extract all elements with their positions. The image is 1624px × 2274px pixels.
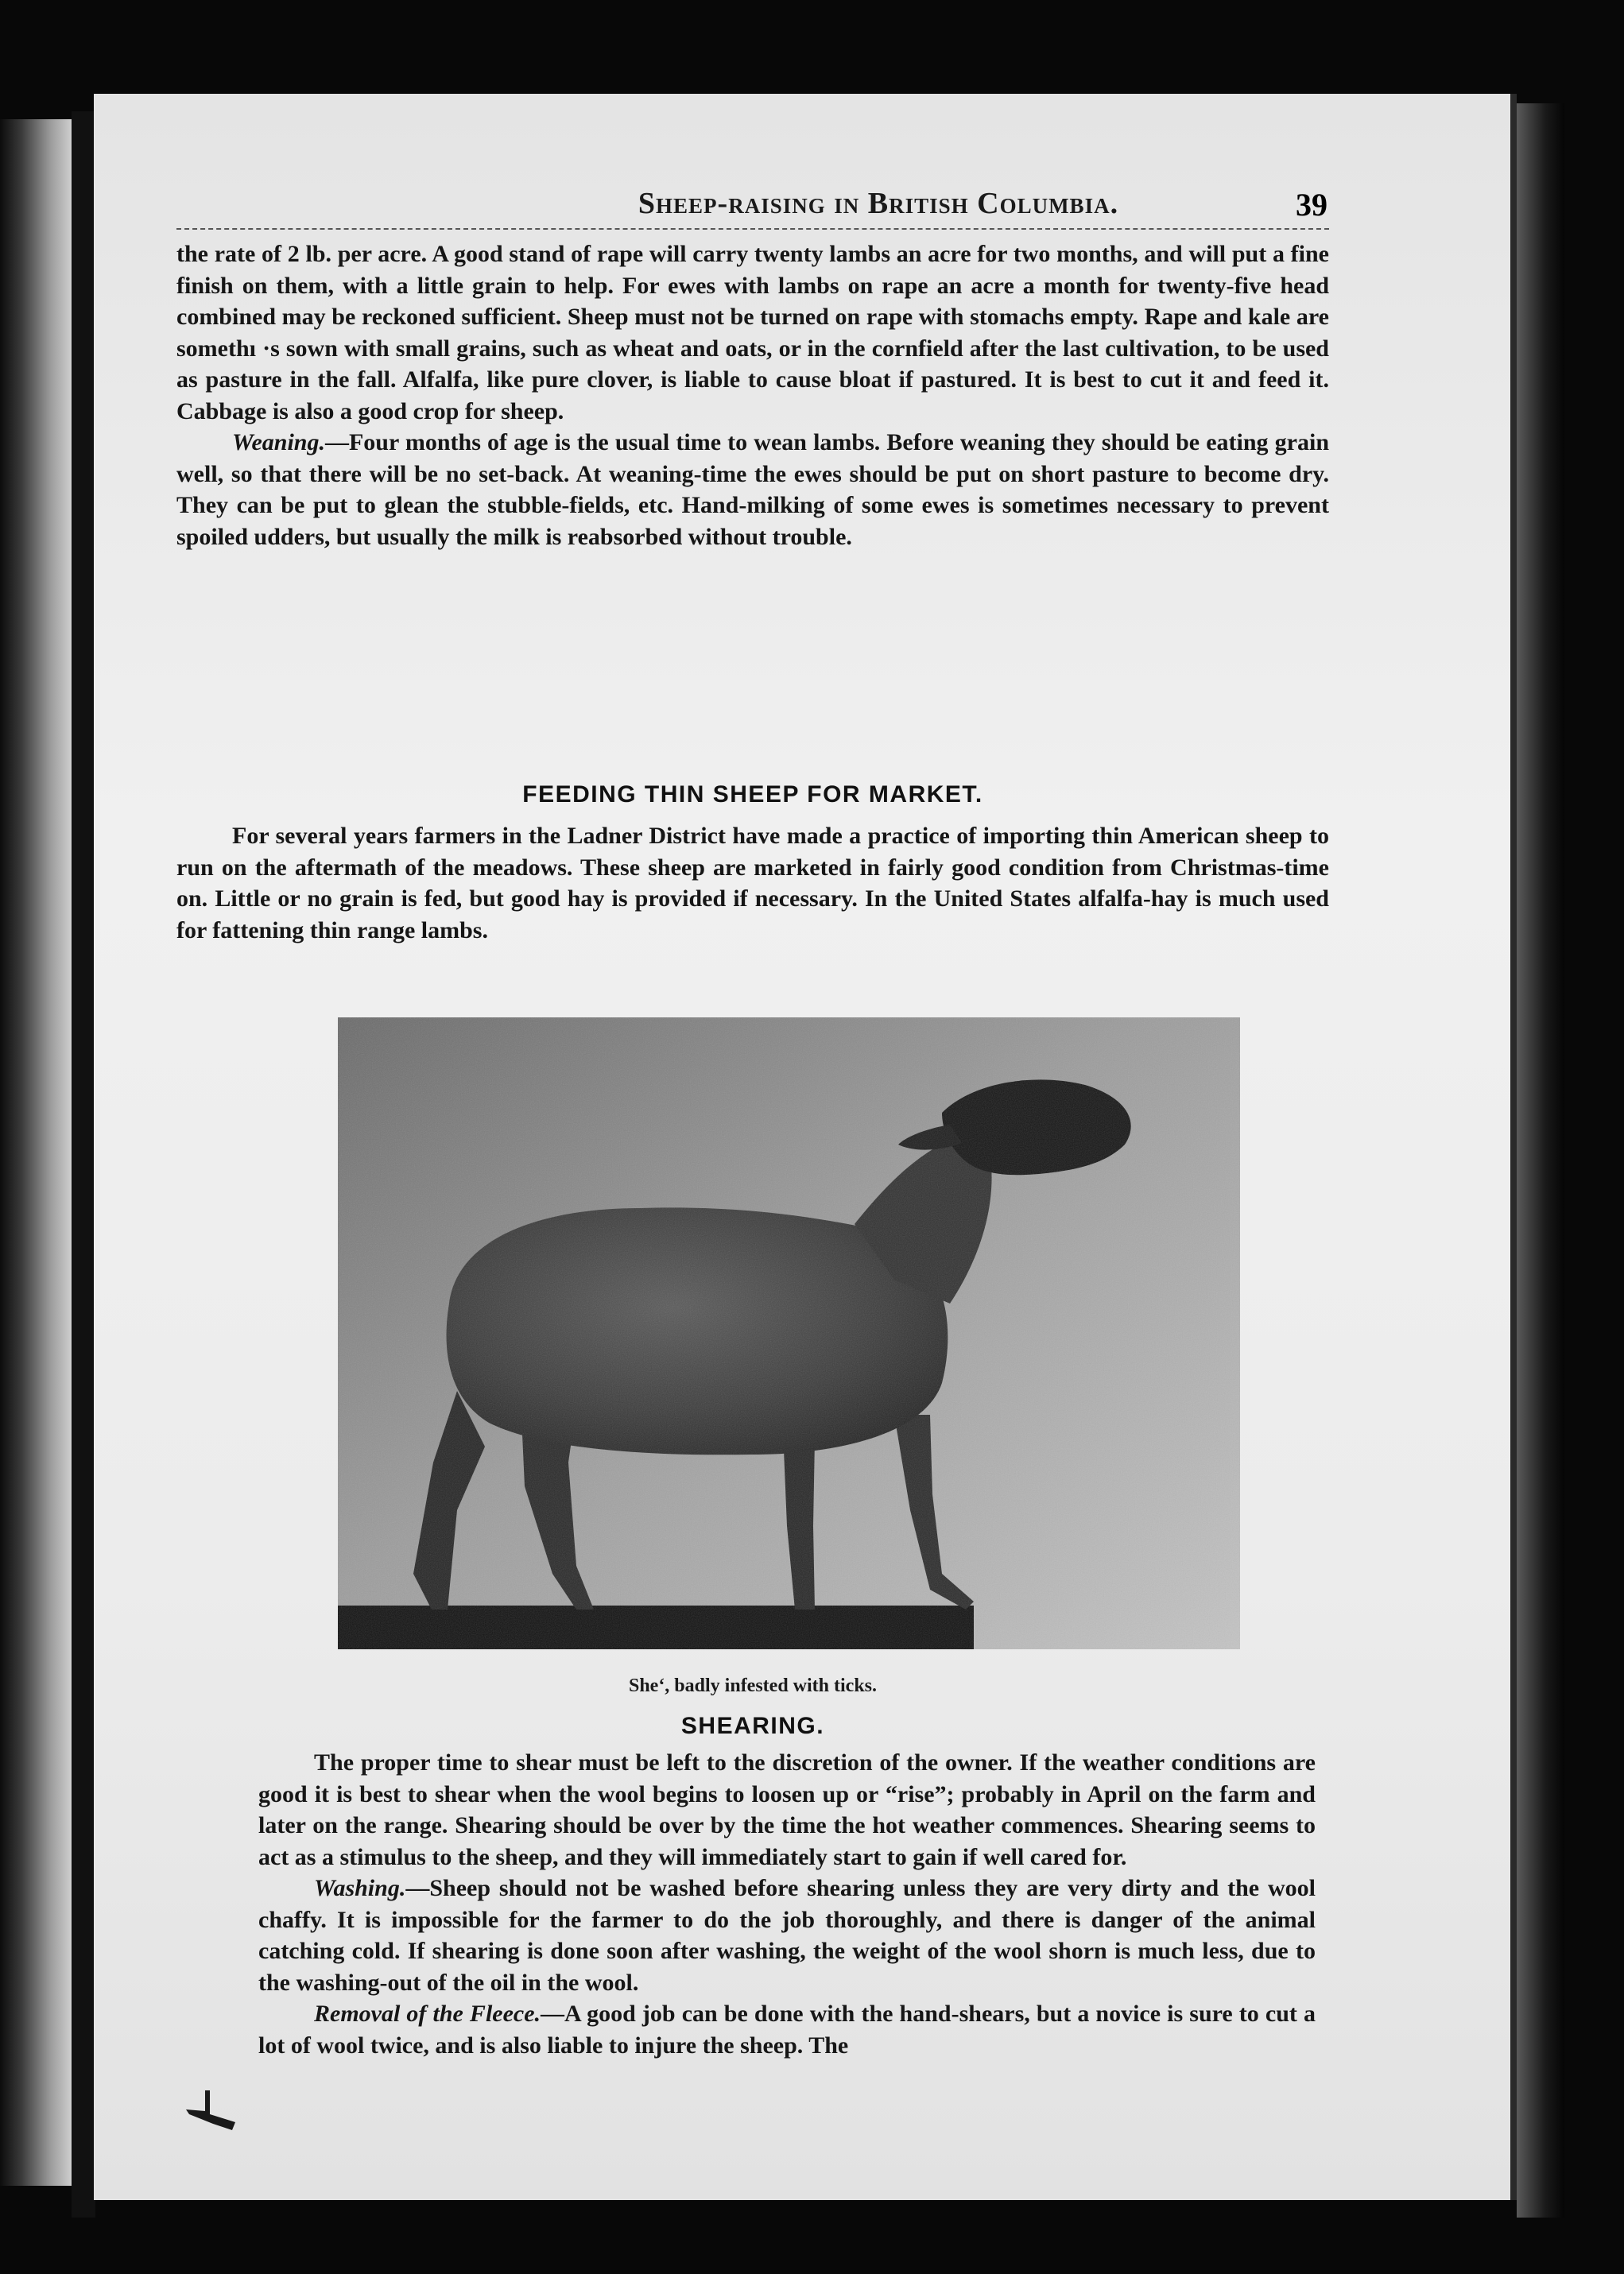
paragraph-fleece <box>258 1998 1316 2061</box>
paragraph-rape <box>176 238 1329 427</box>
page-edge-shadow <box>1517 103 1564 2218</box>
section-heading-feeding: FEEDING THIN SHEEP FOR MARKET. <box>522 781 983 808</box>
paragraph-washing <box>258 1873 1316 1998</box>
text-block-shearing <box>258 1747 1316 2061</box>
book-gutter <box>72 111 95 2218</box>
paragraph-text: The proper time to shear must be left to the discretion of the owner. If the weather conditions are good it is best to shear when the wool begins to loosen up or “rise”; probably in April on the farm and later on the range. Shearing should be over by the time the hot weather commences. Shearing seems to act as a stimulus to the sheep, and they will immediately start to gain if well cared for. <box>258 1749 1316 1870</box>
paragraph-lead: Removal of the Fleece. <box>314 2001 541 2027</box>
paragraph-text: —Four months of age is the usual time to wean lambs. Before weaning they should be eating grain well, so that there will be no set-back. At weaning-time the ewes should be put on short pasture to become dry. They can be put to glean the stubble-fields, etc. Hand-milking of some ewes is sometimes necessary to prevent spoiled udders, but usually the milk is reabsorbed without trouble. <box>176 429 1329 550</box>
paragraph-shearing <box>258 1747 1316 1873</box>
running-head: Sheep-raising in British Columbia. <box>638 187 1119 220</box>
paragraph-weaning <box>176 427 1329 552</box>
margin-mark-icon <box>181 2090 237 2138</box>
paragraph-text: —Sheep should not be washed before shearing unless they are very dirty and the wool chaffy. It is impossible for the farmer to do the job thoroughly, and there is danger of the animal catching cold. If shearing is done soon after washing, the weight of the wool shorn is much less, due to the washing-out of the oil in the wool. <box>258 1875 1316 1996</box>
figure-caption: Sheʻ, badly infested with ticks. <box>628 1675 878 1696</box>
text-block-top <box>176 238 1329 552</box>
sheep-photo <box>338 1017 1240 1649</box>
text-block-feeding <box>176 820 1329 946</box>
facing-page-edge <box>0 119 72 2186</box>
paragraph-feeding: For several years farmers in the Ladner District have made a practice of importing thin American sheep to run on the aftermath of the meadows. These sheep are marketed in fairly good condition from Christmas-time on. Little or no grain is fed, but good hay is provided if necessary. In the United States alfalfa-hay is much used for fattening thin range lambs. <box>176 823 1329 943</box>
paragraph-lead: Washing. <box>314 1875 406 1901</box>
paragraph-lead: Weaning. <box>232 429 325 455</box>
header-rule <box>176 228 1329 230</box>
sheep-photo-image <box>338 1017 1240 1649</box>
section-heading-shearing: SHEARING. <box>680 1713 825 1739</box>
paragraph-text: —A good job can be done with the hand-shears, but a novice is sure to cut a lot of wool twice, and is also liable to injure the sheep. The <box>258 2001 1316 2059</box>
page-number: 39 <box>1296 187 1327 223</box>
paragraph-text: the rate of 2 lb. per acre. A good stand of rape will carry twenty lambs an acre for two months, and will put a fine finish on them, with a little grain to help. For ewes with lambs on rape an acre a month for twenty-five head combined may be reckoned sufficient. Sheep must not be turned on rape with stomachs empty. Rape and kale are somethı ·s sown with small grains, such as wheat and oats, or in the cornfield after the last cultivation, to be used as pasture in the fall. Alfalfa, like pure clover, is liable to cause bloat if pastured. It is best to cut it and feed it. Cabbage is also a good crop for sheep. <box>176 241 1329 424</box>
